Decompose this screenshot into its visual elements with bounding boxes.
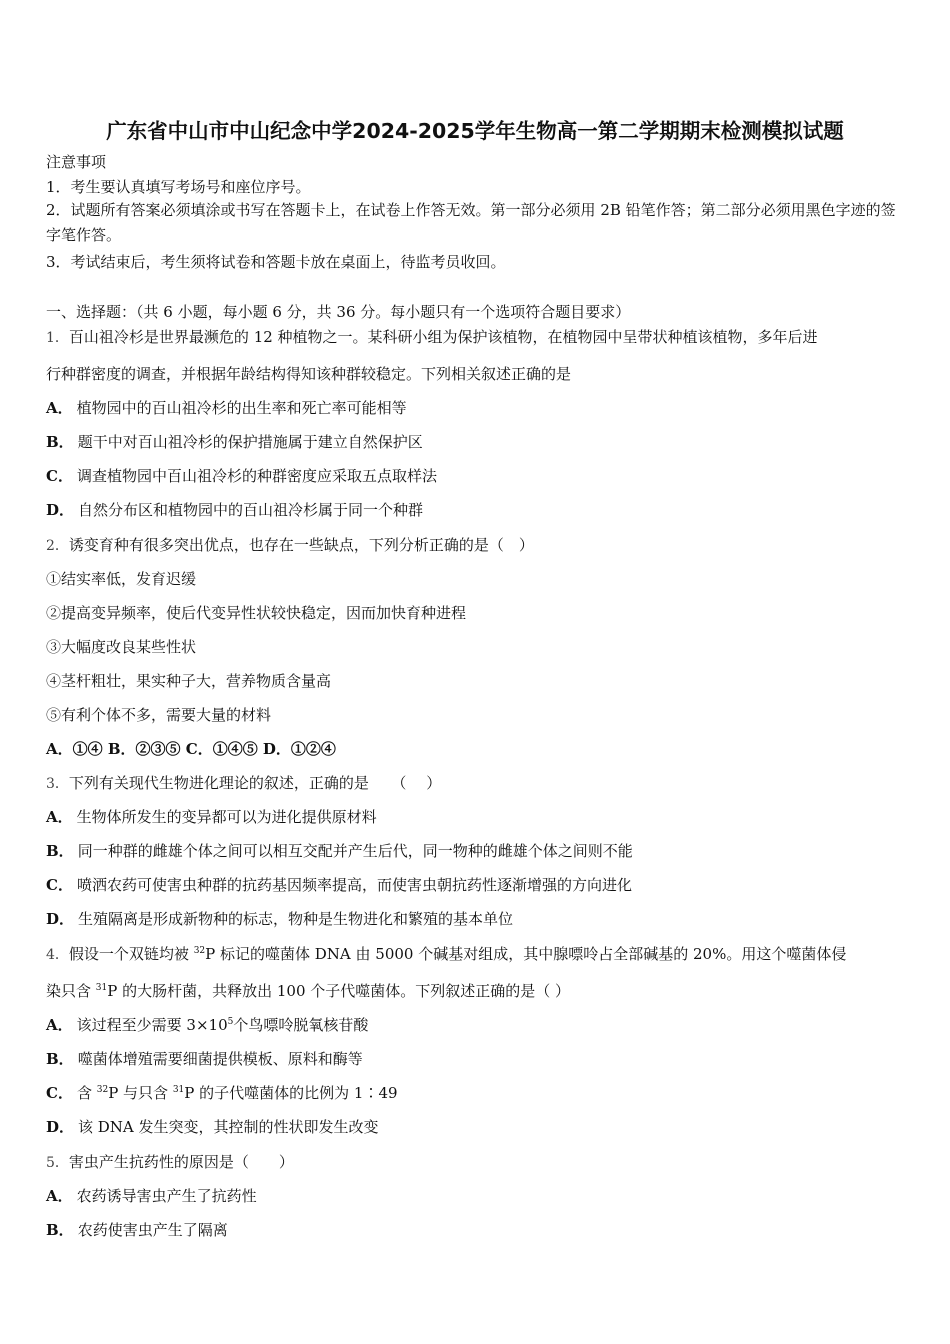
- question-5-stem-text: 害虫产生抗药性的原因是（ ）: [68, 1153, 294, 1171]
- q3-option-c-label: C．: [46, 876, 73, 894]
- question-3-stem: [46, 773, 441, 794]
- q4-option-d: [46, 1117, 379, 1137]
- q3-option-a: [46, 807, 377, 827]
- q1-option-b-label: B．: [46, 433, 74, 451]
- question-5-stem: [46, 1152, 294, 1173]
- question-3-stem-text: 下列有关现代生物进化理论的叙述，正确的是 （ ）: [68, 774, 442, 792]
- q4-option-c-text-c: P 的子代噬菌体的比例为 1∶49: [184, 1084, 398, 1102]
- q4-option-c-sup-32: 32: [96, 1085, 109, 1095]
- q3-option-b-label: B．: [46, 842, 74, 860]
- q4-option-a-label: A．: [46, 1016, 73, 1034]
- q4-option-c-text-b: P 与只含: [108, 1084, 173, 1102]
- q3-option-b: [46, 841, 633, 861]
- q4-option-a-sup: 5: [227, 1017, 234, 1027]
- question-5-number: 5．: [46, 1155, 69, 1171]
- q4-option-a-text-b: 个鸟嘌呤脱氧核苷酸: [233, 1016, 369, 1034]
- q4-option-b-label: B．: [46, 1050, 74, 1068]
- q2-options: A．①④ B．②③⑤ C．①④⑤ D．①②④: [46, 740, 336, 758]
- q3-option-a-text: 生物体所发生的变异都可以为进化提供原材料: [76, 808, 377, 826]
- q4-stem-a: 假设一个双链均被: [68, 945, 194, 963]
- page-title: 广东省中山市中山纪念中学2024-2025学年生物高一第二学期期末检测模拟试题: [106, 119, 844, 143]
- q3-option-c-text: 喷洒农药可使害虫种群的抗药基因频率提高，而使害虫朝抗药性逐渐增强的方向进化: [76, 876, 632, 894]
- q5-option-a: [46, 1186, 257, 1206]
- question-1-stem-line2: 行种群密度的调查，并根据年龄结构得知该种群较稳定。下列相关叙述正确的是: [46, 365, 572, 383]
- q2-item-1: ①结实率低，发育迟缓: [46, 570, 197, 588]
- q3-option-d-label: D．: [46, 910, 75, 928]
- notice-item-3: 3．考试结束后，考生须将试卷和答题卡放在桌面上，待监考员收回。: [46, 253, 506, 271]
- q4-option-d-label: D．: [46, 1118, 75, 1136]
- q1-option-a: [46, 398, 407, 418]
- question-3-number: 3．: [46, 776, 69, 792]
- q1-option-b-text: 题干中对百山祖冷杉的保护措施属于建立自然保护区: [77, 433, 423, 451]
- q1-option-b: [46, 432, 423, 452]
- notice-item-1: 1．考生要认真填写考场号和座位序号。: [46, 178, 311, 196]
- q1-option-c-text: 调查植物园中百山祖冷杉的种群密度应采取五点取样法: [76, 467, 437, 485]
- q4-option-d-text: 该 DNA 发生突变，其控制的性状即发生改变: [78, 1118, 379, 1136]
- q4-sup-32: 32: [193, 946, 206, 956]
- q5-option-b-label: B．: [46, 1221, 74, 1239]
- q2-item-3: ③大幅度改良某些性状: [46, 638, 197, 656]
- notice-item-2: 2．试题所有答案必须填涂或书写在答题卡上，在试卷上作答无效。第一部分必须用 2B 铅笔作答；第二部分必须用黑色字迹的签字笔作答。: [46, 201, 896, 244]
- q1-option-d-text: 自然分布区和植物园中的百山祖冷杉属于同一个种群: [78, 501, 424, 519]
- q4-option-b-text: 噬菌体增殖需要细菌提供模板、原料和酶等: [77, 1050, 363, 1068]
- q1-option-c-label: C．: [46, 467, 73, 485]
- question-1-stem: [46, 327, 818, 348]
- question-2-stem-text: 诱变育种有很多突出优点，也存在一些缺点，下列分析正确的是（ ）: [68, 536, 534, 554]
- q2-item-2: ②提高变异频率，使后代变异性状较快稳定，因而加快育种进程: [46, 604, 467, 622]
- q2-item-4: ④茎杆粗壮，果实种子大，营养物质含量高: [46, 672, 332, 690]
- q1-option-d-label: D．: [46, 501, 75, 519]
- q4-stem2-a: 染只含: [46, 982, 96, 1000]
- q3-option-a-label: A．: [46, 808, 73, 826]
- question-2-number: 2．: [46, 538, 69, 554]
- q5-option-a-text: 农药诱导害虫产生了抗药性: [76, 1187, 257, 1205]
- q4-stem2-b: P 的大肠杆菌，共释放出 100 个子代噬菌体。下列叙述正确的是（ ）: [107, 982, 571, 1000]
- q1-option-a-label: A．: [46, 399, 73, 417]
- q3-option-d: [46, 909, 513, 929]
- section-heading: 一、选择题：（共 6 小题，每小题 6 分，共 36 分。每小题只有一个选项符合题目要求）: [46, 303, 631, 321]
- q4-option-c-label: C．: [46, 1084, 73, 1102]
- q4-option-c-text-a: 含: [76, 1084, 97, 1102]
- q5-option-b-text: 农药使害虫产生了隔离: [77, 1221, 228, 1239]
- q1-option-c: [46, 466, 437, 486]
- q5-option-a-label: A．: [46, 1187, 73, 1205]
- q4-stem-b: P 标记的噬菌体 DNA 由 5000 个碱基对组成，其中腺嘌呤占全部碱基的 20%。用这个噬菌体侵: [205, 945, 847, 963]
- q3-option-b-text: 同一种群的雌雄个体之间可以相互交配并产生后代，同一物种的雌雄个体之间则不能: [77, 842, 633, 860]
- q1-option-d: [46, 500, 423, 520]
- q4-option-c: [46, 1083, 398, 1103]
- q4-sup-31: 31: [95, 983, 108, 993]
- q4-option-c-sup-31: 31: [172, 1085, 185, 1095]
- notice-heading: 注意事项: [46, 153, 107, 171]
- q4-option-a-text-a: 该过程至少需要 3×10: [76, 1016, 228, 1034]
- q4-option-a: [46, 1015, 368, 1035]
- question-4-stem: [46, 944, 846, 965]
- question-1-stem-line1: 百山祖冷杉是世界最濒危的 12 种植物之一。某科研小组为保护该植物，在植物园中呈带状种植该植物，多年后进: [68, 328, 818, 346]
- q2-item-5: ⑤有利个体不多，需要大量的材料: [46, 706, 272, 724]
- question-1-number: 1．: [46, 330, 69, 346]
- q1-option-a-text: 植物园中的百山祖冷杉的出生率和死亡率可能相等: [76, 399, 407, 417]
- q3-option-c: [46, 875, 632, 895]
- question-2-stem: [46, 535, 534, 556]
- question-4-stem-line2: [46, 981, 570, 1001]
- q4-option-b: [46, 1049, 363, 1069]
- q3-option-d-text: 生殖隔离是形成新物种的标志，物种是生物进化和繁殖的基本单位: [78, 910, 514, 928]
- q5-option-b: [46, 1220, 228, 1240]
- question-4-number: 4．: [46, 947, 69, 963]
